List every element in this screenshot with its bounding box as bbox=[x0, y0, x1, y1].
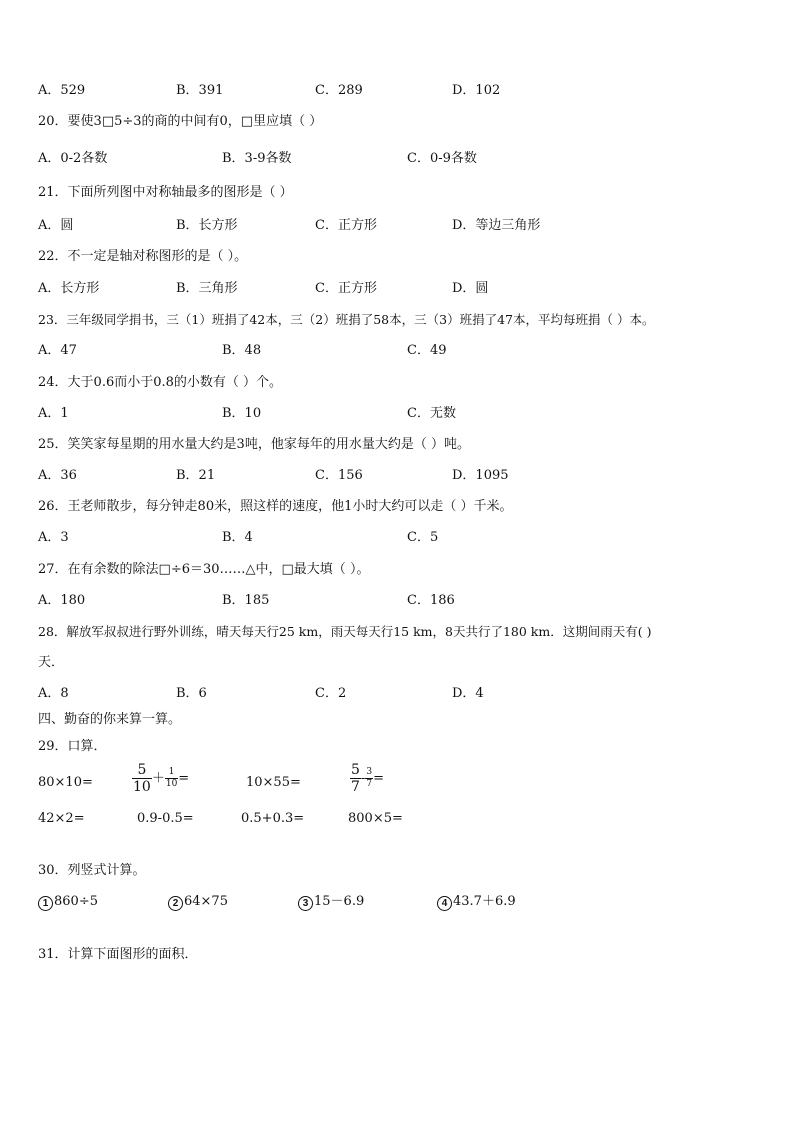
q22-option-b: B．三角形 bbox=[176, 281, 238, 296]
fraction: $\frac{5}{7}$ bbox=[351, 762, 360, 795]
q19-option-a: A．529 bbox=[38, 83, 86, 98]
q29-r2c4: 800×5= bbox=[348, 811, 403, 826]
q20-option-b: B．3-9各数 bbox=[222, 151, 292, 166]
q24-stem: 24．大于0.6而小于0.8的小数有（ ）个。 bbox=[38, 375, 283, 390]
q30-stem: 30．列竖式计算。 bbox=[38, 863, 146, 878]
q30-item-3: 3 15－6.9 bbox=[298, 893, 364, 911]
q24-option-b: B．10 bbox=[222, 406, 262, 421]
q24-option-a: A．1 bbox=[38, 406, 69, 421]
q20-option-a: A．0-2各数 bbox=[38, 151, 108, 166]
q25-option-b: B．21 bbox=[176, 468, 216, 483]
q29-row-2 bbox=[0, 810, 794, 828]
q24-options bbox=[0, 405, 794, 423]
circled-number-icon: 4 bbox=[437, 896, 452, 911]
q29-r1c2: $\frac{5}{10}$ ＋ $\frac{1}{10}$ = bbox=[133, 762, 190, 795]
q25-options bbox=[0, 467, 794, 485]
q26-option-b: B．4 bbox=[222, 530, 253, 545]
q25-option-a: A．36 bbox=[38, 468, 77, 483]
q26-options bbox=[0, 529, 794, 547]
q22-stem: 22．不一定是轴对称图形的是（ ）。 bbox=[38, 249, 248, 264]
q22-option-a: A．长方形 bbox=[38, 281, 100, 296]
q29-stem: 29．口算． bbox=[38, 739, 107, 754]
q30-items bbox=[0, 893, 794, 911]
q19-option-d: D．102 bbox=[452, 83, 501, 98]
q22-option-d: D．圆 bbox=[452, 281, 489, 296]
q27-stem: 27．在有余数的除法□÷6＝30……△中，□最大填（ ）。 bbox=[38, 562, 370, 577]
q21-option-b: B．长方形 bbox=[176, 218, 238, 233]
q29-r1c1: 80×10= bbox=[38, 775, 93, 790]
q29-r2c1: 42×2= bbox=[38, 811, 85, 826]
q29-r2c3: 0.5+0.3= bbox=[241, 811, 305, 826]
fraction: $\frac{3}{7}$ bbox=[366, 767, 373, 789]
q23-option-b: B．48 bbox=[222, 343, 262, 358]
q19-option-c: C．289 bbox=[315, 83, 363, 98]
q21-option-d: D．等边三角形 bbox=[452, 218, 541, 233]
circled-number-icon: 2 bbox=[168, 896, 183, 911]
q30-item-2: 2 64×75 bbox=[168, 893, 228, 911]
q27-option-b: B．185 bbox=[222, 593, 270, 608]
q25-option-d: D．1095 bbox=[452, 468, 509, 483]
q26-stem: 26．王老师散步，每分钟走80米，照这样的速度，他1小时大约可以走（ ）千米。 bbox=[38, 499, 513, 514]
q29-r2c2: 0.9-0.5= bbox=[137, 811, 194, 826]
q21-option-a: A．圆 bbox=[38, 218, 74, 233]
q20-option-c: C．0-9各数 bbox=[407, 151, 477, 166]
q28-stem: 28．解放军叔叔进行野外训练，晴天每天行25 km，雨天每天行15 km，8天共行了180 km．这期间雨天有( ) bbox=[38, 624, 652, 639]
q31-stem: 31．计算下面图形的面积． bbox=[38, 947, 198, 962]
q22-option-c: C．正方形 bbox=[315, 281, 377, 296]
q20-options bbox=[0, 150, 794, 168]
q21-option-c: C．正方形 bbox=[315, 218, 377, 233]
q30-item-4: 4 43.7＋6.9 bbox=[437, 893, 516, 911]
q29-r1c4: $\frac{5}{7}$ - $\frac{3}{7}$ = bbox=[351, 762, 384, 795]
q27-option-a: A．180 bbox=[38, 593, 86, 608]
q25-stem: 25．笑笑家每星期的用水量大约是3吨，他家每年的用水量大约是（ ）吨。 bbox=[38, 437, 470, 452]
q23-option-c: C．49 bbox=[407, 343, 447, 358]
q23-stem: 23．三年级同学捐书，三（1）班捐了42本，三（2）班捐了58本，三（3）班捐了47本，平均每班捐（ ）本。 bbox=[38, 312, 655, 327]
q27-options bbox=[0, 592, 794, 610]
q28-option-c: C．2 bbox=[315, 686, 347, 701]
circled-number-icon: 1 bbox=[38, 896, 53, 911]
q23-options bbox=[0, 342, 794, 360]
q26-option-a: A．3 bbox=[38, 530, 69, 545]
q25-option-c: C．156 bbox=[315, 468, 363, 483]
q28-stem-line2: 天． bbox=[38, 655, 65, 670]
q21-options bbox=[0, 217, 794, 235]
fraction: $\frac{5}{10}$ bbox=[133, 762, 151, 795]
circled-number-icon: 3 bbox=[298, 896, 313, 911]
section-heading: 四、勤奋的你来算一算。 bbox=[38, 712, 182, 727]
q22-options bbox=[0, 280, 794, 298]
q26-option-c: C．5 bbox=[407, 530, 439, 545]
fraction: $\frac{1}{10}$ bbox=[165, 767, 178, 789]
q28-options bbox=[0, 685, 794, 703]
q28-option-d: D．4 bbox=[452, 686, 484, 701]
q21-stem: 21．下面所列图中对称轴最多的图形是（ ） bbox=[38, 185, 293, 200]
q19-option-b: B．391 bbox=[176, 83, 224, 98]
q28-option-b: B．6 bbox=[176, 686, 207, 701]
q29-r1c3: 10×55= bbox=[246, 775, 301, 790]
q24-option-c: C．无数 bbox=[407, 406, 456, 421]
q30-item-1: 1 860÷5 bbox=[38, 893, 98, 911]
q28-option-a: A．8 bbox=[38, 686, 69, 701]
q27-option-c: C．186 bbox=[407, 593, 455, 608]
q20-stem: 20．要使3□5÷3的商的中间有0，□里应填（ ） bbox=[38, 114, 323, 129]
q19-options bbox=[0, 82, 794, 100]
q23-option-a: A．47 bbox=[38, 343, 77, 358]
